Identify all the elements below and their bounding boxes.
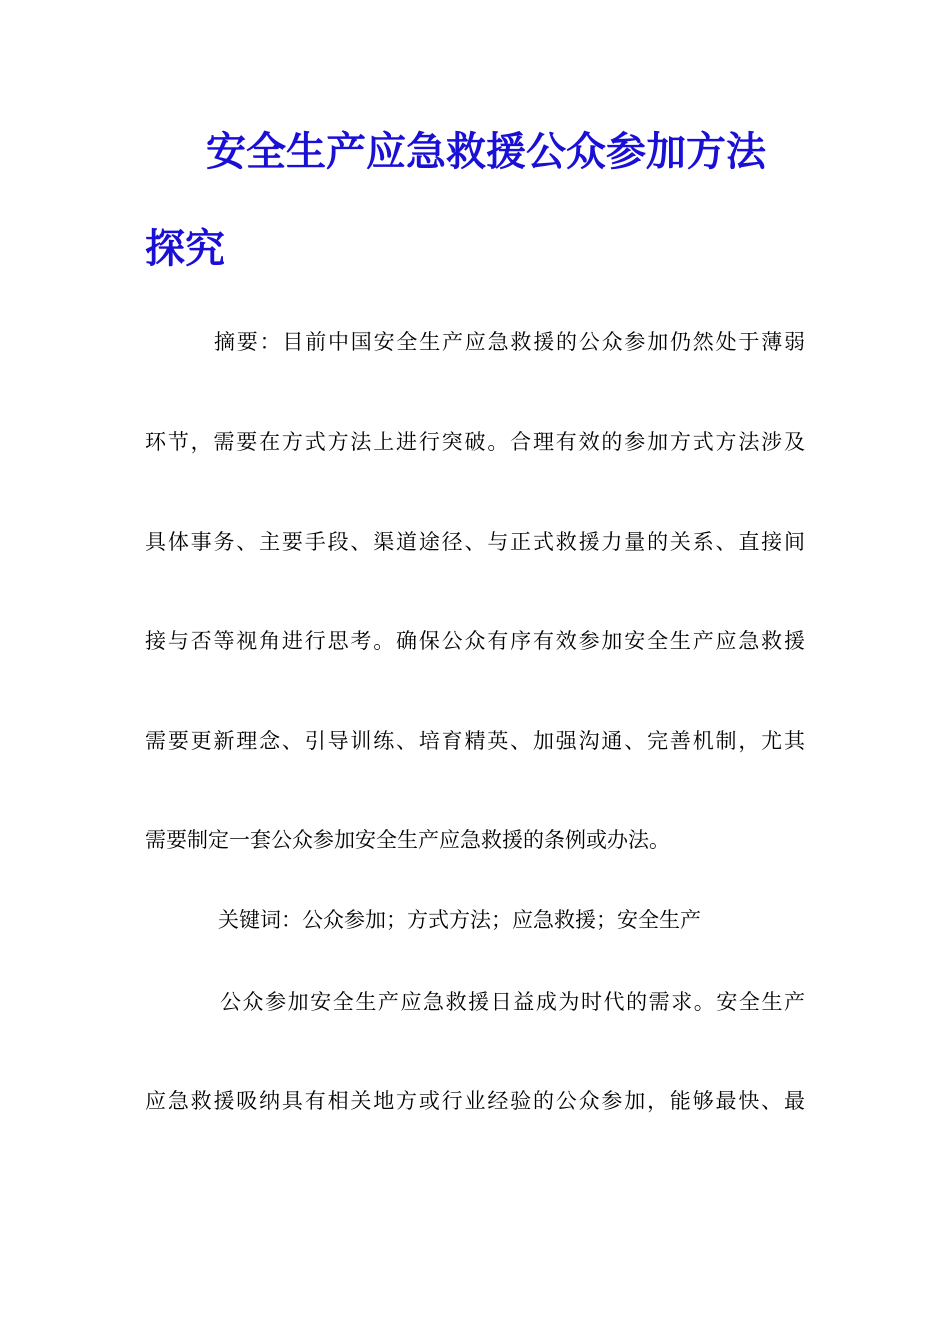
abstract-line-1: 摘要：目前中国安全生产应急救援的公众参加仍然处于薄弱 <box>214 330 805 354</box>
document-title-line-1: 安全生产应急救援公众参加方法 <box>206 129 766 175</box>
abstract-line-3: 具体事务、主要手段、渠道途径、与正式救援力量的关系、直接间 <box>145 530 805 554</box>
abstract-line-2: 环节，需要在方式方法上进行突破。合理有效的参加方式方法涉及 <box>145 430 805 454</box>
document-title-line-2: 探究 <box>145 226 225 272</box>
body-paragraph-line-1: 公众参加安全生产应急救援日益成为时代的需求。安全生产 <box>220 990 805 1014</box>
body-paragraph-line-2: 应急救援吸纳具有相关地方或行业经验的公众参加，能够最快、最 <box>145 1089 805 1113</box>
keywords-line: 关键词：公众参加；方式方法；应急救援；安全生产 <box>218 908 701 932</box>
abstract-line-6: 需要制定一套公众参加安全生产应急救援的条例或办法。 <box>145 828 670 852</box>
abstract-line-5: 需要更新理念、引导训练、培育精英、加强沟通、完善机制，尤其 <box>145 729 805 753</box>
abstract-line-4: 接与否等视角进行思考。确保公众有序有效参加安全生产应急救援 <box>145 629 805 653</box>
